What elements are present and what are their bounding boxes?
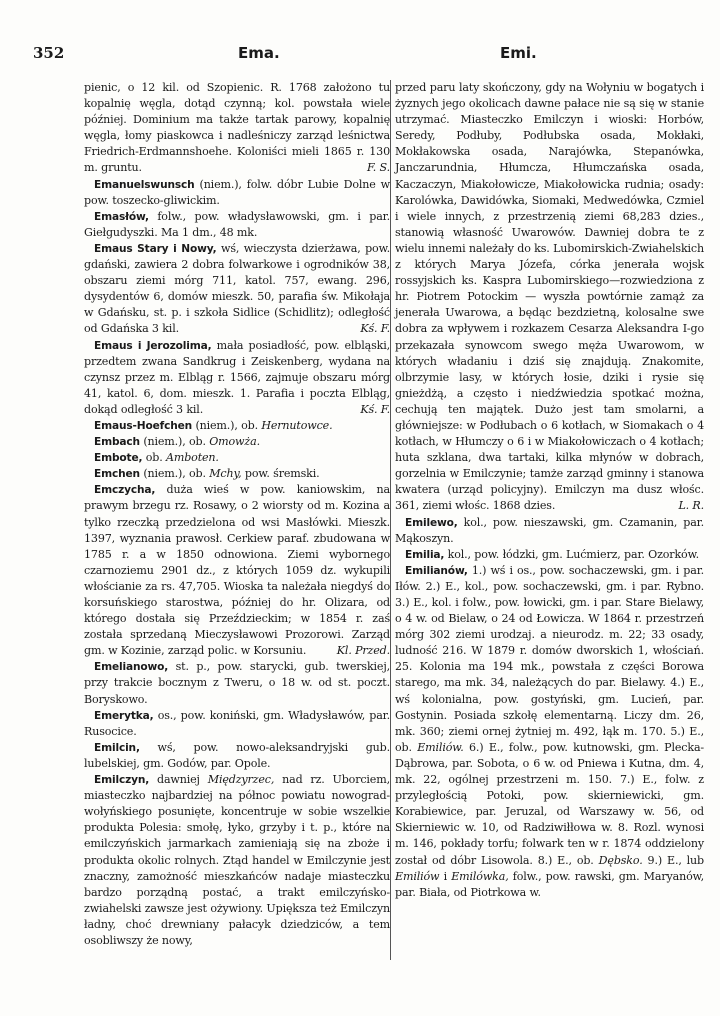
entry-text: przed paru laty skończony, gdy na Wołyniu w bogatych i żyznych jego okolicach dawne pałace nie są się w stanie utrzymać. Miasteczko Emilczyn i wioski: Horbów, Seredy, Podłuby, Podłubska osada, Mokłaki, Mokłakowska osada, Narajówka, Stepanówka, Janczarundnia, Hłumcza, Hłumczańska osada, Kaczaczyn, Miakołowicze, Miakołowicka rudnia; osady: Karolówka, Dawidówka, Siomaki, Medwedówka, Czmiel i wiele innych, z przestrzenią ziemi 68,283 dzies., stanowią własność Uwarowów. Dawniej dobra te z wielu innemi należały do ks. Lubomirskich-Zwiahelskich z których Marya Józefa, córka jenerała wojsk rossyjskich ks. Kaspra Lubomirskiego—rozwiedziona z hr. Piotrem Potockim — wyszła powtórnie zamąż za jenerała Uwarowa, a będąc bezdzietną, kolosalne swe dobra za wpływem i rozkazem Cesarza Aleksandra I-go przekazała synowcom swego męża Uwarowom, w których władaniu i dziś się znajdują. Znakomite, olbrzymie lasy, w których łosie, dziki i rysie się gnieżdżą, a często i niedźwiedzia spotkać można, cechują ten majątek. Dużo jest tam smolarni, a główniejsze: w Podłubach o 6 kotłach, w Siomakach o 4 kotłach, w Hłumczy o 6 i w Miakołowiczach o 4 kotłach; huta szklana, dwa tartaki, kilka młynów w dobrach, gorzelnia w Emilczynie; tamże zarząd gminny i stanowa kwatera (urząd policyjny). Emilczyn ma dusz włośc. 361, ziemi włośc. 1868 dzies. — [395, 81, 704, 513]
entry-ref: Omowża. — [209, 435, 260, 449]
header-left: Ema. — [238, 44, 280, 62]
entry — [84, 659, 390, 707]
entry-headword: Emilianów, — [405, 564, 468, 577]
entry-headword: Emchen — [94, 468, 140, 481]
entry-text: 1.) wś i os., pow. sochaczewski, gm. i par. Iłów. 2.) E., kol., pow. sochaczewski, gm. i par. Rybno. 3.) E., kol. i folw., pow. łowicki, gm. i par. Stare Bielawy, o 4 w. od Bielaw, o 24 od Łowicza. W 1864 r. przestrzeń mórg 302 ziemi urodzaj. a nieurodz. m. 22; 33 osady, ludność 216. W 1879 r. domów dworskich 1, włościań. 25. Kolonia ma 194 mk., powstała z części Borowa starego, ma mk. 34, należących do par. Bielawy. 4.) E., wś kolonialna, pow. gostyński, gm. Lucień, par. Gostynin. Posiada szkołę elementarną. Liczy dm. 26, mk. 360; ziemi ornej żytniej m. 492, łąk m. 170. 5.) E., ob. — [395, 563, 704, 754]
entry-text: wś, pow. nowo-aleksandryjski gub. lubelskiej, gm. Godów, par. Opole. — [84, 740, 390, 770]
entry-ref: Dębsko. — [598, 853, 643, 867]
entry-ref: Emilówka, — [451, 869, 509, 883]
entry — [84, 209, 390, 241]
entry — [395, 563, 704, 901]
entry-headword: Emerytka, — [94, 709, 154, 722]
entry — [84, 708, 390, 740]
entry-text: pienic, o 12 kil. od Szopienic. R. 1768 założono tu kopalnię węgla, dotąd czynną; kol. powstała wiele później. Dominium ma także tartak parowy, kopalnię węgla, łomy piaskowca i nadleśniczy zarząd leśnictwa Friedrich-Erdmannshoehe. Koloniści mieli 1865 r. 130 m. gruntu. — [84, 81, 390, 175]
page-number: 352 — [33, 44, 65, 62]
entry-text: 9.) E., lub — [642, 853, 705, 867]
column-rule — [390, 80, 391, 960]
entry-text: pow. śremski. — [241, 467, 320, 481]
entry-ref: Hernutowce. — [261, 418, 333, 432]
entry-signature: F. S. — [366, 161, 390, 175]
entry-text: kol., pow. nieszawski, gm. Czamanin, par. Mąkoszyn. — [395, 515, 704, 545]
entry-ref: Emiliów — [395, 869, 440, 883]
entry-headword: Emilia, — [405, 548, 445, 561]
entry-ref: Mchy, — [209, 467, 242, 481]
entry-text: st. p., pow. starycki, gub. twerskiej, przy trakcie bocznym z Tweru, o 18 w. od st. poczt. Boryskowo. — [84, 660, 390, 706]
entry-signature: Kl. Przed. — [336, 644, 390, 658]
entry — [84, 482, 390, 659]
entry-signature: Kś. F. — [360, 402, 390, 416]
entry-text: nad rz. Uborciem, miasteczko najbardziej na północ powiatu nowograd-wołyńskiego posunięte, koncentruje w sobie wszelkie produkta Polesia: smołę, łyko, grzyby i t. p., które na emilczyńskich jarmarkach zamieniają się na zboże i produkta okolic rolnych. Ztąd handel w Emilczynie jest znaczny, zamożność mieszkańców nadaje miasteczku bardzo porządną postać, a trakt emilczyńsko-zwiahelski zawsze jest ożywiony. Upiększa też Emilczyn ładny, choć drewniany pałacyk dziedziców, a tem osobliwszy że nowy, — [84, 773, 390, 947]
entry-text: wś, wieczysta dzierżawa, pow. gdański, zawiera 2 dobra folwarkowe i ogrodników 38, obszaru ziemi mórg 711, katol. 757, ewang. 296, dysydentów 6, domów mieszk. 50, parafia św. Mikołaja w Gdańsku, st. p. i szkoła Sidlice (Schidlitz); odległość od Gdańska 3 kil. — [84, 241, 390, 336]
entry — [395, 547, 704, 563]
entry-text: kol., pow. łódzki, gm. Lućmierz, par. Ozorków. — [444, 547, 699, 561]
entry-ref: Amboten. — [166, 451, 219, 465]
entry-text: (niem.), ob. — [139, 467, 210, 481]
left-column — [84, 80, 390, 949]
entry-headword: Emaus-Hoefchen — [94, 419, 193, 432]
header-right: Emi. — [500, 44, 537, 62]
right-column — [395, 80, 704, 901]
entry-headword: Emczycha, — [94, 484, 156, 497]
entry — [84, 772, 390, 949]
entry-text: duża wieś w pow. kaniowskim, na prawym brzegu rz. Rosawy, o 2 wiorsty od m. Kozina a tylko rzeczką przedzielona od wsi Masłówki. Mieszk. 1397, wyznania prawosł. Cerkiew paraf. zbudowana w 1785 r. a w 1850 odnowiona. Ziemi wybornego czarnoziemu 2901 dz., z których 1059 dz. wykupili włościanie za rs. 47,705. Wioska ta należała niegdyś do korsuńskiego starostwa, później do hr. Olizara, od którego dostała się Przeździeckim; w 1854 r. zaś została sprzedaną Mieczysławowi Prozorowi. Zarząd gm. w Kozinie, zarząd polic. w Korsuniu. — [84, 483, 390, 658]
entry-text: dawniej — [149, 773, 208, 787]
entry-text: i — [439, 869, 452, 883]
entry — [84, 80, 390, 177]
entry-headword: Embach — [94, 436, 140, 449]
entry-text: ob. — [142, 451, 166, 465]
entry-text: os., pow. koniński, gm. Władysławów, par. Rusocice. — [84, 708, 390, 738]
entry-headword: Emanuelswunsch — [94, 178, 195, 191]
entry-headword: Embote, — [94, 452, 143, 465]
entry-headword: Emilcin, — [94, 741, 140, 754]
entry — [84, 418, 390, 434]
entry — [84, 466, 390, 482]
entry — [84, 177, 390, 209]
entry-headword: Emilewo, — [405, 516, 458, 529]
entry — [84, 450, 390, 466]
entry-headword: Emelianowo, — [94, 661, 169, 674]
entry-headword: Emasłów, — [94, 210, 149, 223]
entry-text: folw., pow. rawski, gm. Maryanów, par. Biała, od Piotrkowa w. — [395, 869, 704, 899]
running-head — [0, 44, 720, 68]
entry — [395, 80, 704, 515]
entry-text: (niem.), ob. — [139, 435, 210, 449]
entry — [84, 241, 390, 338]
entry — [84, 740, 390, 772]
entry-text: 6.) E., folw., pow. kutnowski, gm. Plecka-Dąbrowa, par. Sobota, o 6 w. od Pniewa i Kutna, dm. 4, mk. 22, ogólnej przestrzeni m. 150. 7.) E., folw. z przyległością Potoki, pow. skierniewicki, gm. Korabiewice, par. Jeruzal, od Warszawy w. 56, od Skierniewic w. 10, od Radziwiłłowa w. 8. Rozl. wynosi m. 146, pokłady torfu; folwark ten w r. 1874 oddzielony został od dóbr Lisowola. 8.) E., ob. — [395, 740, 705, 867]
entry-headword: Emaus i Jerozolima, — [94, 339, 212, 352]
entry-signature: Kś. F. — [360, 322, 390, 336]
entry — [395, 515, 704, 547]
entry-text: mała posiadłość, pow. elbląski, przedtem zwana Sandkrug i Zeiskenberg, wydana na czynsz przez m. Elbląg r. 1566, zajmuje obszaru mórg 41, katol. 6, dom. mieszk. 1. Parafia i poczta Elbląg, dokąd odległość 3 kil. — [84, 338, 390, 416]
entry-text: (niem.), folw. dóbr Lubie Dolne w pow. toszecko-gliwickim. — [84, 177, 390, 207]
entry-ref: Międzyrzec, — [207, 773, 275, 787]
entry-signature: L. R. — [678, 499, 704, 513]
entry — [84, 434, 390, 450]
entry-headword: Emaus Stary i Nowy, — [94, 242, 217, 255]
entry — [84, 338, 390, 418]
entry-text: folw., pow. władysławowski, gm. i par. Giełgudyszki. Ma 1 dm., 48 mk. — [84, 209, 390, 239]
entry-ref: Emiliów. — [417, 740, 464, 754]
entry-text: (niem.), ob. — [192, 418, 262, 432]
entry-headword: Emilczyn, — [94, 774, 150, 787]
